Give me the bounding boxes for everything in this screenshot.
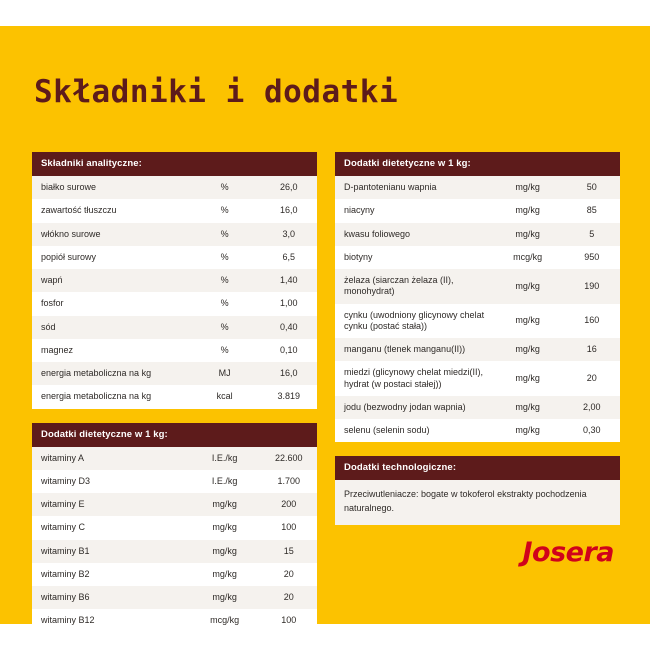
table-row <box>32 316 317 339</box>
row-value: 1,40 <box>279 275 298 285</box>
table-row <box>32 269 317 292</box>
row-unit: mg/kg <box>212 592 237 602</box>
row-unit: % <box>220 275 229 285</box>
row-label: wapń <box>41 275 63 285</box>
row-unit: % <box>220 228 229 239</box>
row-label: magnez <box>41 344 74 355</box>
table-row <box>335 199 620 222</box>
table-row <box>32 385 317 408</box>
content-columns <box>32 152 620 647</box>
table-row <box>32 540 317 563</box>
analytical-ingredients-table <box>32 176 317 409</box>
row-value: 26,0 <box>279 182 298 192</box>
table-row <box>32 516 317 539</box>
row-label: witaminy D3 <box>41 475 91 486</box>
row-value: 0,10 <box>279 344 298 355</box>
table-row <box>335 419 620 442</box>
table-row <box>335 304 620 339</box>
row-label: sód <box>41 321 56 332</box>
row-value: 100 <box>281 615 297 626</box>
row-label: cynku (uwodniony glicynowy chelat cynku (postać stała)) <box>344 309 485 331</box>
row-unit: I.E./kg <box>211 475 238 486</box>
table-row <box>32 609 317 632</box>
row-unit: % <box>220 182 229 192</box>
row-value: 3.819 <box>277 391 300 402</box>
table-row <box>335 361 620 396</box>
page-title: Składniki i dodatki <box>34 74 399 110</box>
table-row <box>32 470 317 493</box>
table-row <box>32 292 317 315</box>
table-row <box>32 362 317 385</box>
row-label: kwasu foliowego <box>344 228 411 239</box>
row-value: 16 <box>586 344 597 354</box>
row-value: 20 <box>586 372 597 383</box>
row-value: 16,0 <box>279 368 298 378</box>
row-label: D-pantotenianu wapnia <box>344 182 437 192</box>
row-unit: mg/kg <box>212 568 237 579</box>
technological-additives-text: Przeciwutleniacze: bogate w tokoferol ekstrakty pochodzenia naturalnego. <box>335 480 620 525</box>
analytical-ingredients-header: Składniki analityczne: <box>32 152 317 176</box>
row-label: witaminy C <box>41 522 86 533</box>
row-label: białko surowe <box>41 182 97 192</box>
table-row <box>32 176 317 199</box>
row-value: 20 <box>283 592 294 602</box>
technological-additives-header: Dodatki technologiczne: <box>335 456 620 480</box>
dietary-additives-right-block <box>335 152 620 442</box>
row-label: biotyny <box>344 251 373 262</box>
row-value: 5 <box>589 228 595 239</box>
row-value: 1,00 <box>279 298 298 309</box>
row-value: 20 <box>283 568 294 579</box>
row-label: witaminy E <box>41 499 85 509</box>
row-value: 0,30 <box>582 425 601 435</box>
row-unit: mg/kg <box>515 205 540 216</box>
row-unit: kcal <box>216 391 233 402</box>
poster-background <box>0 26 650 624</box>
analytical-ingredients-block <box>32 152 317 409</box>
row-label: niacyny <box>344 205 375 216</box>
row-value: 1.700 <box>277 475 300 486</box>
row-unit: mg/kg <box>515 315 540 326</box>
row-label: fosfor <box>41 298 64 309</box>
table-row <box>335 269 620 304</box>
row-unit: mg/kg <box>515 228 540 239</box>
dietary-additives-right-table <box>335 176 620 442</box>
row-label: energia metaboliczna na kg <box>41 368 152 378</box>
dietary-additives-left-table <box>32 447 317 633</box>
table-row <box>32 447 317 470</box>
row-unit: mg/kg <box>212 522 237 533</box>
row-unit: MJ <box>218 368 231 378</box>
row-label: witaminy B1 <box>41 545 90 556</box>
table-row <box>32 223 317 246</box>
left-column <box>32 152 317 647</box>
table-row <box>32 586 317 609</box>
row-unit: mg/kg <box>515 182 540 192</box>
row-unit: mg/kg <box>515 280 540 291</box>
row-unit: % <box>220 344 229 355</box>
table-row <box>32 493 317 516</box>
row-value: 950 <box>584 251 600 262</box>
row-label: jodu (bezwodny jodan wapnia) <box>344 401 466 412</box>
row-unit: mg/kg <box>515 401 540 412</box>
row-value: 15 <box>283 545 294 556</box>
row-label: energia metaboliczna na kg <box>41 391 152 402</box>
table-row <box>335 338 620 361</box>
row-value: 0,40 <box>279 321 298 332</box>
row-unit: mg/kg <box>212 545 237 556</box>
row-unit: I.E./kg <box>211 452 238 463</box>
right-column <box>335 152 620 647</box>
row-value: 2,00 <box>582 401 601 412</box>
row-value: 50 <box>586 182 597 192</box>
dietary-additives-right-header: Dodatki dietetyczne w 1 kg: <box>335 152 620 176</box>
row-label: żelaza (siarczan żelaza (II), monohydrat) <box>344 275 454 297</box>
table-row <box>32 339 317 362</box>
table-row <box>335 176 620 199</box>
row-value: 200 <box>281 499 297 509</box>
row-label: miedzi (glicynowy chelat miedzi(II), hydrat (w postaci stałej)) <box>344 367 484 389</box>
row-unit: mg/kg <box>212 499 237 509</box>
row-unit: % <box>220 251 229 262</box>
row-value: 160 <box>584 315 600 326</box>
row-unit: % <box>220 298 229 309</box>
row-label: manganu (tlenek manganu(II)) <box>344 344 466 354</box>
row-value: 85 <box>586 205 597 216</box>
table-row <box>32 563 317 586</box>
row-value: 100 <box>281 522 297 533</box>
row-value: 6,5 <box>282 251 295 262</box>
row-label: witaminy B12 <box>41 615 95 626</box>
table-row <box>32 199 317 222</box>
row-label: włókno surowe <box>41 228 101 239</box>
table-row <box>32 246 317 269</box>
row-label: witaminy B6 <box>41 592 90 602</box>
row-label: selenu (selenin sodu) <box>344 425 430 435</box>
table-row <box>335 396 620 419</box>
row-label: popiół surowy <box>41 251 97 262</box>
dietary-additives-left-block <box>32 423 317 633</box>
technological-additives-block <box>335 456 620 525</box>
row-unit: mg/kg <box>515 425 540 435</box>
dietary-additives-left-header: Dodatki dietetyczne w 1 kg: <box>32 423 317 447</box>
row-unit: mcg/kg <box>210 615 240 626</box>
row-label: witaminy A <box>41 452 85 463</box>
table-row <box>335 223 620 246</box>
brand-logo: Josera <box>522 537 614 568</box>
row-value: 16,0 <box>279 205 298 216</box>
row-unit: mg/kg <box>515 372 540 383</box>
row-label: zawartość tłuszczu <box>41 205 117 216</box>
row-value: 3,0 <box>282 228 295 239</box>
row-label: witaminy B2 <box>41 568 90 579</box>
row-value: 190 <box>584 280 600 291</box>
row-unit: mcg/kg <box>513 251 543 262</box>
row-value: 22.600 <box>274 452 303 463</box>
row-unit: % <box>220 321 229 332</box>
row-unit: mg/kg <box>515 344 540 354</box>
row-unit: % <box>220 205 229 216</box>
table-row <box>335 246 620 269</box>
